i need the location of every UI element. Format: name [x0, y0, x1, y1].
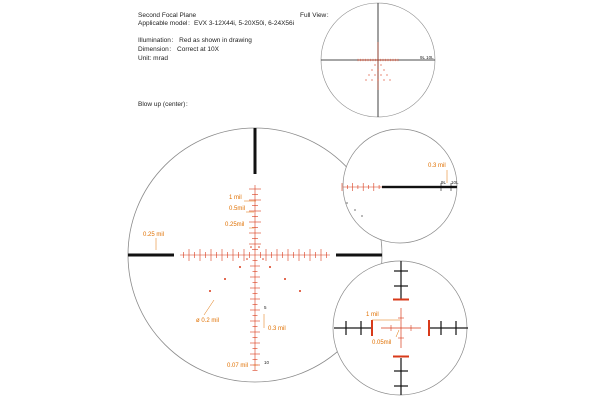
holdover-dot: [239, 266, 241, 268]
center-dot: [258, 246, 260, 248]
holdover-dot: [299, 290, 301, 292]
label-0-3-mil: 0.3 mil: [268, 326, 286, 332]
dimension-text: Dimension： Correct at 10X: [138, 46, 219, 53]
unit-text: Unit: mrad: [138, 55, 168, 62]
blow-up-title: Blow up (center)：: [138, 101, 192, 108]
center-dot: [250, 246, 252, 248]
holdover-dot: [209, 290, 211, 292]
inset-left-post: [334, 327, 372, 328]
label-dot-size: ø 0.2 mil: [196, 318, 220, 324]
full-view-dot: [383, 69, 384, 70]
marker-10: 10: [264, 360, 270, 365]
inset-marker-10l: 10L: [451, 180, 459, 185]
focal-plane-text: Second Focal Plane: [138, 12, 197, 19]
full-view-dot: [380, 64, 381, 65]
center-dot: [246, 258, 248, 260]
main-illuminated-reticle: [180, 185, 330, 371]
inset-marker-9l: 9L: [441, 180, 447, 185]
main-top-post: [254, 120, 257, 174]
holdover-dot: [224, 278, 226, 280]
full-view-reticle: [318, 0, 438, 120]
inset-top-dot-1: [346, 202, 347, 203]
label-0-07-mil: 0.07 mil: [227, 363, 249, 369]
full-view-dot: [383, 79, 384, 80]
main-right-post: [336, 254, 396, 257]
full-view-dot: [374, 74, 375, 75]
full-view-dot: [380, 74, 381, 75]
holdover-dot: [284, 278, 286, 280]
inset-horizontal-detail: [338, 129, 462, 243]
label-0-25-mil-vertical: 0.25mil: [225, 222, 245, 228]
marker-5: 5: [264, 305, 267, 310]
label-0-5-mil: 0.5mil: [229, 206, 246, 212]
inset-label-0-05-mil: 0.05mil: [372, 340, 392, 346]
full-view-dot: [371, 69, 372, 70]
main-left-post: [120, 254, 174, 257]
inset-red-top-bar: [393, 299, 409, 301]
full-view-title: Full View：: [300, 12, 333, 19]
full-view-dot: [365, 79, 366, 80]
full-view-dot: [377, 79, 378, 80]
inset-red-right-bar: [428, 320, 430, 336]
inset-top-dot-3: [361, 215, 362, 216]
inset-label-0-3-mil: 0.3 mil: [428, 163, 446, 169]
annotation-leaders: [156, 201, 264, 365]
leader-dot-size: [204, 300, 214, 315]
inset-center-detail: [333, 261, 468, 395]
center-dot: [262, 258, 264, 260]
full-view-side-label: 9L 10L: [420, 55, 434, 60]
inset-top-dot-2: [354, 209, 355, 210]
full-view-dot: [389, 79, 390, 80]
full-view-dot: [371, 79, 372, 80]
inset-red-bottom-bar: [393, 356, 409, 358]
holdover-dot: [269, 266, 271, 268]
inset-bottom-post: [400, 358, 401, 395]
full-view-dot: [368, 74, 369, 75]
full-view-illuminated-marks: [358, 42, 398, 90]
inset-label-1-mil: 1 mil: [366, 312, 379, 318]
label-0-25-mil-horizontal: 0.25 mil: [143, 232, 165, 238]
inset-top-post: [400, 261, 401, 299]
applicable-model-text: Applicable model：EVX 3-12X44i, 5-20X50i, 6-24X56i: [138, 20, 295, 27]
inset-top-thick-post: [382, 186, 462, 188]
full-view-dot: [377, 69, 378, 70]
inset-red-left-bar: [371, 320, 373, 336]
inset-right-post: [430, 327, 468, 328]
illumination-text: Illumination： Red as shown in drawing: [138, 37, 252, 44]
label-1-mil: 1 mil: [229, 195, 242, 201]
full-view-dot: [386, 74, 387, 75]
full-view-dot: [374, 64, 375, 65]
main-annotations: [143, 195, 286, 369]
